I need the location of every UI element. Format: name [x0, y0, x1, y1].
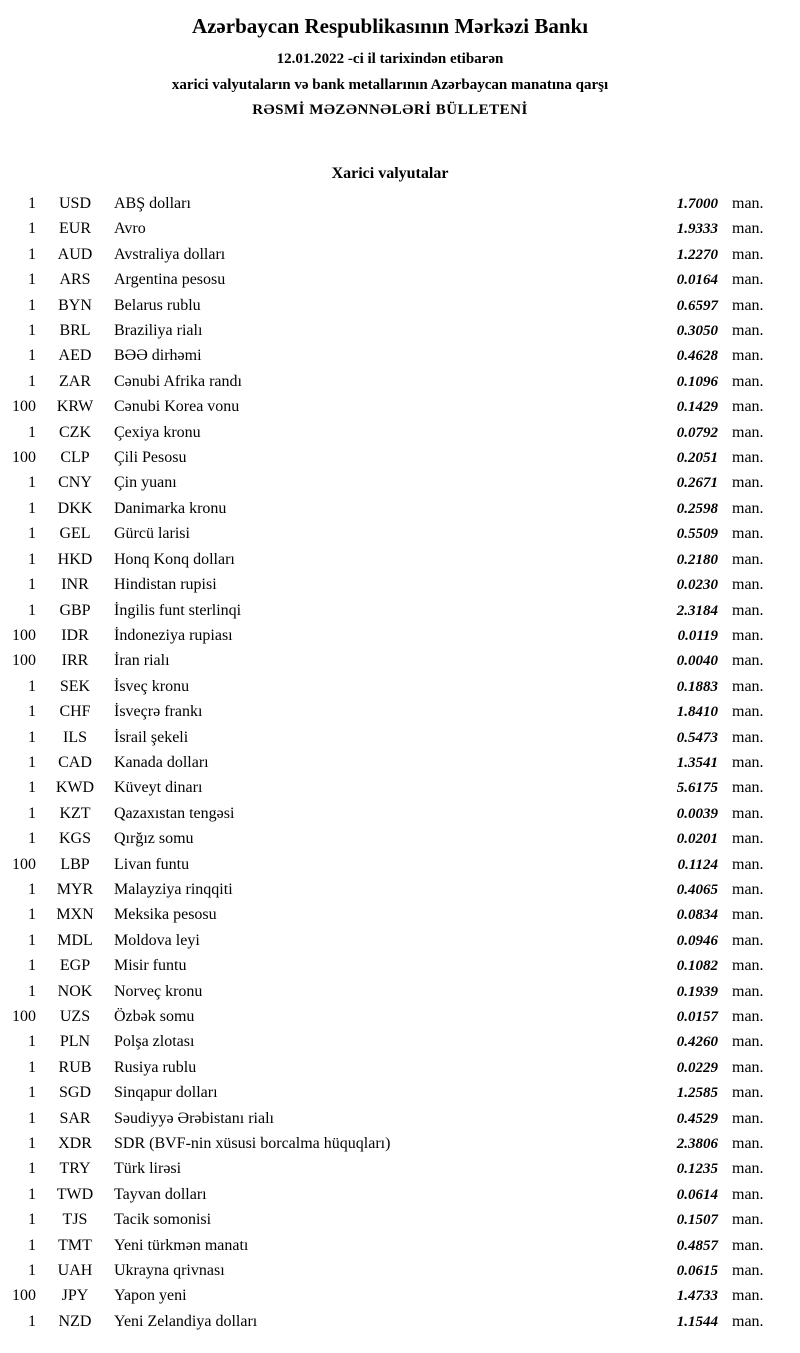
unit-cell: man. — [732, 398, 764, 416]
rate-row — [8, 267, 772, 292]
unit-cell: man. — [732, 906, 764, 924]
code-cell: SGD — [58, 1084, 91, 1102]
name-cell: Gürcü larisi — [114, 525, 190, 543]
name-cell: BƏƏ dirhəmi — [114, 347, 202, 365]
nominal-cell: 100 — [12, 449, 36, 467]
rate-row — [8, 242, 772, 267]
nominal-cell: 1 — [28, 220, 36, 238]
rate-row — [8, 801, 772, 826]
nominal-cell: 1 — [28, 1084, 36, 1102]
code-cell: TRY — [59, 1160, 91, 1178]
name-cell: Çili Pesosu — [114, 449, 187, 467]
rate-cell: 0.2671 — [676, 475, 718, 492]
rate-row — [8, 1182, 772, 1207]
code-cell: SAR — [59, 1109, 91, 1127]
name-cell: Livan funtu — [114, 855, 190, 873]
bulletin-name: RƏSMİ MƏZƏNNƏLƏRİ BÜLLETENİ — [252, 102, 528, 118]
code-cell: GEL — [59, 525, 91, 543]
rate-row — [8, 547, 772, 572]
unit-cell: man. — [732, 779, 764, 797]
rate-cell: 1.1544 — [676, 1313, 718, 1330]
nominal-cell: 1 — [28, 372, 36, 390]
code-cell: CLP — [60, 449, 90, 467]
rate-cell: 0.0164 — [676, 272, 718, 289]
unit-cell: man. — [732, 1109, 764, 1127]
rate-row — [8, 902, 772, 927]
code-cell: MXN — [56, 906, 94, 924]
code-cell: UAH — [57, 1262, 93, 1280]
code-cell: TJS — [62, 1211, 88, 1229]
rate-row — [8, 1207, 772, 1232]
rate-cell: 0.5509 — [676, 526, 718, 543]
unit-cell: man. — [732, 626, 764, 644]
nominal-cell: 1 — [28, 474, 36, 492]
rate-row — [8, 1283, 772, 1308]
rate-row — [8, 598, 772, 623]
rate-cell: 2.3806 — [676, 1136, 718, 1153]
name-cell: ABŞ dolları — [114, 195, 191, 212]
name-cell: Qırğız somu — [114, 830, 194, 848]
rate-row — [8, 420, 772, 445]
name-cell: Braziliya rialı — [114, 322, 203, 340]
code-cell: TMT — [58, 1236, 92, 1254]
rate-row — [8, 775, 772, 800]
nominal-cell: 1 — [28, 1058, 36, 1076]
rate-row — [8, 394, 772, 419]
rate-row — [8, 1233, 772, 1258]
code-cell: NZD — [58, 1312, 92, 1330]
rate-row — [8, 953, 772, 978]
rate-cell: 0.2598 — [676, 500, 718, 517]
code-cell: LBP — [60, 855, 90, 873]
rate-row — [8, 1131, 772, 1156]
code-cell: IDR — [61, 626, 89, 644]
code-cell: CHF — [59, 703, 91, 721]
code-cell: BYN — [58, 296, 92, 314]
name-cell: Türk lirəsi — [114, 1160, 182, 1178]
nominal-cell: 1 — [28, 804, 36, 822]
rate-row — [8, 674, 772, 699]
rate-cell: 0.0230 — [676, 577, 718, 594]
unit-cell: man. — [732, 220, 764, 238]
code-cell: UZS — [59, 1008, 91, 1025]
rate-cell: 0.1429 — [676, 399, 718, 416]
code-cell: PLN — [59, 1033, 91, 1051]
unit-cell: man. — [732, 474, 764, 492]
name-cell: İsveç kronu — [114, 677, 190, 695]
name-cell: Tayvan dolları — [114, 1185, 207, 1203]
rate-cell: 1.8410 — [676, 704, 718, 721]
rate-row — [8, 1309, 772, 1334]
nominal-cell: 100 — [12, 626, 36, 644]
unit-cell: man. — [732, 1058, 764, 1076]
name-cell: Tacik somonisi — [114, 1211, 212, 1229]
nominal-cell: 100 — [12, 855, 36, 873]
code-cell: JPY — [61, 1287, 89, 1305]
code-cell: TWD — [56, 1185, 94, 1203]
code-cell: KZT — [59, 804, 91, 822]
rate-cell: 0.0201 — [676, 831, 718, 848]
unit-cell: man. — [732, 601, 764, 619]
unit-cell: man. — [732, 347, 764, 365]
nominal-cell: 1 — [28, 931, 36, 949]
nominal-cell: 1 — [28, 1160, 36, 1178]
unit-cell: man. — [732, 550, 764, 568]
rate-cell: 1.9333 — [676, 221, 718, 238]
name-cell: Avro — [114, 220, 146, 238]
rate-cell: 0.0615 — [676, 1263, 718, 1280]
code-cell: ILS — [63, 728, 87, 746]
rate-row — [8, 1080, 772, 1105]
unit-cell: man. — [732, 1084, 764, 1102]
rate-row — [8, 1055, 772, 1080]
unit-cell: man. — [732, 499, 764, 517]
rate-row — [8, 470, 772, 495]
rate-cell: 0.4628 — [676, 348, 718, 365]
rate-cell: 0.1507 — [676, 1212, 718, 1229]
effective-date-line: 12.01.2022 -ci il tarixindən etibarən — [276, 51, 504, 67]
rate-row — [8, 343, 772, 368]
name-cell: Yapon yeni — [114, 1287, 187, 1305]
name-cell: Avstraliya dolları — [114, 245, 226, 263]
rate-cell: 0.5473 — [676, 729, 718, 746]
nominal-cell: 1 — [28, 1211, 36, 1229]
code-cell: USD — [58, 195, 91, 212]
rate-cell: 1.2270 — [676, 246, 718, 263]
rate-row — [8, 191, 772, 216]
name-cell: Qazaxıstan tengəsi — [114, 804, 235, 822]
rate-cell: 0.1124 — [677, 856, 718, 873]
nominal-cell: 100 — [12, 1008, 36, 1025]
unit-cell: man. — [732, 372, 764, 390]
unit-cell: man. — [732, 525, 764, 543]
rate-cell: 0.0229 — [676, 1059, 718, 1076]
code-cell: ARS — [59, 271, 91, 289]
nominal-cell: 1 — [28, 347, 36, 365]
code-cell: XDR — [58, 1135, 92, 1153]
name-cell: Kanada dolları — [114, 753, 209, 771]
name-cell: Belarus rublu — [114, 296, 201, 314]
rate-row — [8, 1156, 772, 1181]
rates-table-body — [8, 191, 772, 1334]
name-cell: İndoneziya rupiası — [114, 626, 233, 644]
rate-cell: 0.2180 — [676, 551, 718, 568]
code-cell: BRL — [59, 322, 91, 340]
name-cell: Sinqapur dolları — [114, 1084, 218, 1102]
unit-cell: man. — [732, 753, 764, 771]
rate-cell: 0.0039 — [676, 805, 718, 822]
rate-row — [8, 369, 772, 394]
rate-cell: 0.4260 — [676, 1034, 718, 1051]
unit-cell: man. — [732, 804, 764, 822]
rate-row — [8, 1258, 772, 1283]
unit-cell: man. — [732, 677, 764, 695]
nominal-cell: 1 — [28, 677, 36, 695]
unit-cell: man. — [732, 1262, 764, 1280]
rate-row — [8, 1106, 772, 1131]
code-cell: NOK — [57, 982, 93, 1000]
nominal-cell: 1 — [28, 779, 36, 797]
name-cell: Ukrayna qrivnası — [114, 1262, 225, 1280]
unit-cell: man. — [732, 1185, 764, 1203]
rate-row — [8, 699, 772, 724]
code-cell: AUD — [57, 245, 93, 263]
name-cell: Səudiyyə Ərəbistanı rialı — [114, 1109, 274, 1127]
rate-cell: 0.1082 — [676, 958, 718, 975]
name-cell: İran rialı — [114, 652, 170, 670]
rate-row — [8, 318, 772, 343]
nominal-cell: 1 — [28, 830, 36, 848]
name-cell: Meksika pesosu — [114, 906, 217, 924]
code-cell: RUB — [58, 1058, 92, 1076]
bulletin-subtitle: xarici valyutaların və bank metallarının Azərbaycan manatına qarşı — [171, 77, 609, 93]
unit-cell: man. — [732, 423, 764, 441]
unit-cell: man. — [732, 830, 764, 848]
nominal-cell: 1 — [28, 703, 36, 721]
unit-cell: man. — [732, 703, 764, 721]
rate-row — [8, 623, 772, 648]
unit-cell: man. — [732, 1033, 764, 1051]
name-cell: Misir funtu — [114, 957, 187, 975]
code-cell: MDL — [57, 931, 93, 949]
unit-cell: man. — [732, 576, 764, 594]
code-cell: KWD — [55, 779, 95, 797]
rate-cell: 1.3541 — [676, 754, 718, 771]
unit-cell: man. — [732, 1008, 764, 1025]
code-cell: EUR — [59, 220, 91, 238]
rate-cell: 0.1096 — [676, 373, 718, 390]
unit-cell: man. — [732, 1211, 764, 1229]
rate-row — [8, 1029, 772, 1054]
rate-cell: 0.4065 — [676, 881, 718, 898]
rate-cell: 0.6597 — [676, 297, 718, 314]
nominal-cell: 1 — [28, 1312, 36, 1330]
unit-cell: man. — [732, 271, 764, 289]
name-cell: Moldova leyi — [114, 931, 200, 949]
nominal-cell: 1 — [28, 1109, 36, 1127]
nominal-cell: 1 — [28, 499, 36, 517]
rate-row — [8, 496, 772, 521]
code-cell: MYR — [56, 880, 94, 898]
name-cell: Malayziya rinqqiti — [114, 880, 233, 898]
code-cell: DKK — [57, 499, 93, 517]
bank-title: Azərbaycan Respublikasının Mərkəzi Bankı — [191, 14, 589, 38]
name-cell: Cənubi Korea vonu — [114, 398, 240, 416]
nominal-cell: 1 — [28, 1262, 36, 1280]
name-cell: Polşa zlotası — [114, 1033, 195, 1051]
unit-cell: man. — [732, 296, 764, 314]
name-cell: Cənubi Afrika randı — [114, 372, 242, 390]
rate-row — [8, 445, 772, 470]
unit-cell: man. — [732, 449, 764, 467]
code-cell: CNY — [58, 474, 92, 492]
rate-row — [8, 928, 772, 953]
nominal-cell: 1 — [28, 322, 36, 340]
name-cell: Yeni türkmən manatı — [114, 1236, 249, 1254]
nominal-cell: 1 — [28, 880, 36, 898]
name-cell: Argentina pesosu — [114, 271, 226, 289]
rate-row — [8, 826, 772, 851]
code-cell: ZAR — [59, 372, 91, 390]
rate-cell: 2.3184 — [676, 602, 718, 619]
rate-cell: 0.1939 — [676, 983, 718, 1000]
nominal-cell: 1 — [28, 1185, 36, 1203]
rate-cell: 0.0792 — [676, 424, 718, 441]
rate-cell: 1.4733 — [676, 1288, 718, 1305]
nominal-cell: 1 — [28, 1236, 36, 1254]
nominal-cell: 1 — [28, 195, 36, 212]
name-cell: Çin yuanı — [114, 474, 177, 492]
code-cell: CZK — [59, 423, 91, 441]
code-cell: CAD — [58, 753, 92, 771]
unit-cell: man. — [732, 855, 764, 873]
unit-cell: man. — [732, 931, 764, 949]
rate-cell: 0.1235 — [676, 1161, 718, 1178]
nominal-cell: 1 — [28, 728, 36, 746]
unit-cell: man. — [732, 728, 764, 746]
nominal-cell: 1 — [28, 576, 36, 594]
rate-cell: 0.4529 — [676, 1110, 718, 1127]
rate-row — [8, 648, 772, 673]
rate-cell: 0.0946 — [676, 932, 718, 949]
name-cell: Hindistan rupisi — [114, 576, 217, 594]
unit-cell: man. — [732, 652, 764, 670]
rate-cell: 0.0834 — [676, 907, 718, 924]
rate-cell: 0.0157 — [676, 1009, 718, 1025]
nominal-cell: 100 — [12, 652, 36, 670]
nominal-cell: 1 — [28, 1135, 36, 1153]
nominal-cell: 1 — [28, 525, 36, 543]
name-cell: Çexiya kronu — [114, 423, 201, 441]
nominal-cell: 100 — [12, 398, 36, 416]
nominal-cell: 1 — [28, 550, 36, 568]
nominal-cell: 1 — [28, 296, 36, 314]
unit-cell: man. — [732, 1312, 764, 1330]
nominal-cell: 1 — [28, 245, 36, 263]
code-cell: AED — [58, 347, 92, 365]
nominal-cell: 1 — [28, 1033, 36, 1051]
code-cell: IRR — [61, 652, 89, 670]
rate-row — [8, 750, 772, 775]
name-cell: Küveyt dinarı — [114, 779, 203, 797]
rate-cell: 0.0040 — [676, 653, 718, 670]
nominal-cell: 1 — [28, 271, 36, 289]
unit-cell: man. — [732, 1236, 764, 1254]
section-title-foreign-currencies: Xarici valyutalar — [331, 165, 449, 182]
nominal-cell: 1 — [28, 753, 36, 771]
rate-row — [8, 877, 772, 902]
nominal-cell: 1 — [28, 982, 36, 1000]
code-cell: SEK — [59, 677, 91, 695]
rate-cell: 0.2051 — [676, 450, 718, 467]
name-cell: Yeni Zelandiya dolları — [114, 1312, 258, 1330]
unit-cell: man. — [732, 880, 764, 898]
rate-cell: 5.6175 — [676, 780, 718, 797]
nominal-cell: 1 — [28, 957, 36, 975]
unit-cell: man. — [732, 1160, 764, 1178]
rate-cell: 1.7000 — [676, 196, 718, 212]
rate-row — [8, 521, 772, 546]
rate-cell: 0.4857 — [676, 1237, 718, 1254]
name-cell: Rusiya rublu — [114, 1058, 197, 1076]
nominal-cell: 1 — [28, 906, 36, 924]
rate-row — [8, 979, 772, 1004]
rate-cell: 0.0614 — [676, 1186, 718, 1203]
nominal-cell: 1 — [28, 601, 36, 619]
name-cell: SDR (BVF-nin xüsusi borcalma hüquqları) — [114, 1135, 391, 1153]
rate-cell: 0.1883 — [676, 678, 718, 695]
code-cell: EGP — [59, 957, 91, 975]
rate-cell: 0.0119 — [677, 627, 718, 644]
unit-cell: man. — [732, 245, 764, 263]
name-cell: Norveç kronu — [114, 982, 203, 1000]
rate-row — [8, 572, 772, 597]
rate-row — [8, 725, 772, 750]
rate-row — [8, 1004, 772, 1029]
unit-cell: man. — [732, 957, 764, 975]
unit-cell: man. — [732, 195, 764, 212]
name-cell: İsveçrə frankı — [114, 703, 203, 721]
name-cell: İngilis funt sterlinqi — [114, 601, 242, 619]
unit-cell: man. — [732, 1287, 764, 1305]
code-cell: HKD — [57, 550, 93, 568]
rate-cell: 0.3050 — [676, 323, 718, 340]
name-cell: Danimarka kronu — [114, 499, 227, 517]
rate-row — [8, 293, 772, 318]
code-cell: GBP — [59, 601, 91, 619]
name-cell: Honq Konq dolları — [114, 550, 235, 568]
unit-cell: man. — [732, 1135, 764, 1153]
unit-cell: man. — [732, 322, 764, 340]
code-cell: KGS — [58, 830, 91, 848]
rate-row — [8, 216, 772, 241]
rate-row — [8, 852, 772, 877]
code-cell: KRW — [56, 398, 94, 416]
name-cell: Özbək somu — [114, 1008, 195, 1025]
unit-cell: man. — [732, 982, 764, 1000]
nominal-cell: 100 — [12, 1287, 36, 1305]
nominal-cell: 1 — [28, 423, 36, 441]
code-cell: INR — [61, 576, 89, 594]
name-cell: İsrail şekeli — [114, 728, 189, 746]
rate-cell: 1.2585 — [676, 1085, 718, 1102]
